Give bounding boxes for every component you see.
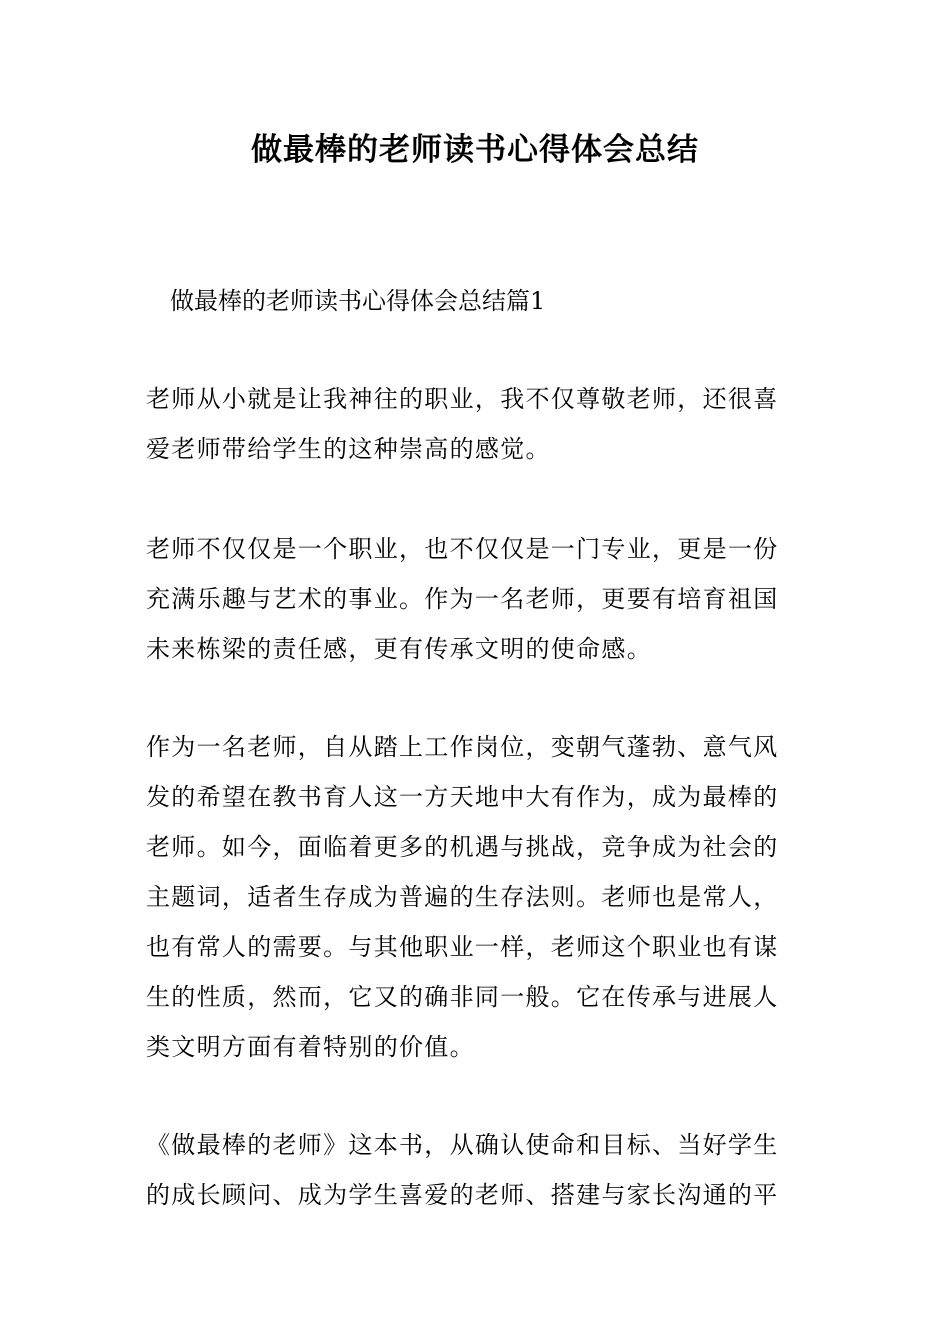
paragraph-line: 老师不仅仅是一个职业，也不仅仅是一门专业，更是一份: [146, 535, 779, 563]
paragraph-line: 老师从小就是让我神往的职业，我不仅尊敬老师，还很喜: [146, 385, 779, 413]
paragraph-3: [146, 722, 806, 1072]
paragraph-line: 《做最棒的老师》这本书，从确认使命和目标、当好学生: [146, 1131, 779, 1159]
paragraph-line: 生的性质，然而，它又的确非同一般。它在传承与进展人: [146, 983, 779, 1011]
paragraph-line: 类文明方面有着特别的价值。: [146, 1033, 475, 1061]
paragraph-line: 也有常人的需要。与其他职业一样，老师这个职业也有谋: [146, 933, 779, 961]
paragraph-2: [146, 524, 806, 674]
paragraph-line: 未来栋梁的责任感，更有传承文明的使命感。: [146, 635, 652, 663]
section-heading: 做最棒的老师读书心得体会总结篇1: [170, 287, 546, 315]
paragraph-line: 发的希望在教书育人这一方天地中大有作为，成为最棒的: [146, 783, 779, 811]
paragraph-1: [146, 374, 806, 474]
paragraph-line: 的成长顾问、成为学生喜爱的老师、搭建与家长沟通的平: [146, 1181, 779, 1209]
document-title: 做最棒的老师读书心得体会总结: [251, 132, 699, 168]
paragraph-line: 主题词，适者生存成为普遍的生存法则。老师也是常人，: [146, 883, 779, 911]
paragraph-4: [146, 1120, 806, 1220]
paragraph-line: 老师。如今，面临着更多的机遇与挑战，竞争成为社会的: [146, 833, 779, 861]
paragraph-line: 充满乐趣与艺术的事业。作为一名老师，更要有培育祖国: [146, 585, 779, 613]
paragraph-line: 爱老师带给学生的这种崇高的感觉。: [146, 435, 551, 463]
paragraph-line: 作为一名老师，自从踏上工作岗位，变朝气蓬勃、意气风: [146, 733, 779, 761]
